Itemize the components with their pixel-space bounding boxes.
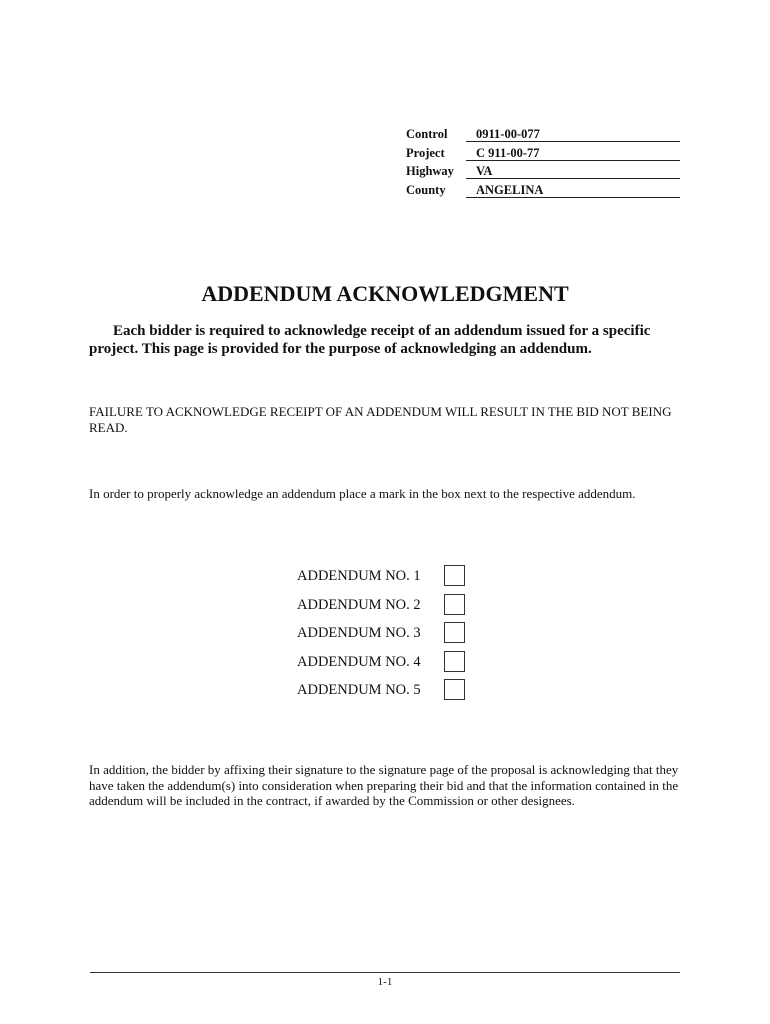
addendum-checkbox-3[interactable] bbox=[444, 622, 465, 643]
addendum-label-3: ADDENDUM NO. 3 bbox=[297, 625, 421, 642]
control-row bbox=[406, 124, 680, 143]
addendum-checkbox-2[interactable] bbox=[444, 594, 465, 615]
control-field[interactable] bbox=[466, 124, 680, 142]
addendum-checkbox-5[interactable] bbox=[444, 679, 465, 700]
control-label: Control bbox=[406, 127, 448, 141]
addendum-checkbox-1[interactable] bbox=[444, 565, 465, 586]
county-label: County bbox=[406, 182, 446, 197]
addendum-label-4: ADDENDUM NO. 4 bbox=[297, 653, 421, 670]
addendum-label-2: ADDENDUM NO. 2 bbox=[297, 596, 421, 613]
county-row bbox=[406, 180, 680, 199]
project-value: C 911-00-77 bbox=[476, 145, 540, 160]
highway-row bbox=[406, 161, 680, 180]
page-number: 1-1 bbox=[377, 976, 393, 988]
addendum-row-2 bbox=[296, 593, 476, 622]
addendum-list bbox=[296, 564, 476, 707]
addendum-checkbox-4[interactable] bbox=[444, 651, 465, 672]
addendum-row-5 bbox=[296, 678, 476, 707]
page-title: ADDENDUM ACKNOWLEDGMENT bbox=[201, 281, 569, 306]
project-info-block bbox=[406, 124, 680, 198]
highway-label: Highway bbox=[406, 164, 454, 178]
highway-field[interactable] bbox=[466, 161, 680, 179]
failure-notice: FAILURE TO ACKNOWLEDGE RECEIPT OF AN ADDENDUM WILL RESULT IN THE BID NOT BEING READ. bbox=[89, 404, 672, 435]
addendum-row-1 bbox=[296, 564, 476, 593]
highway-value: VA bbox=[476, 164, 493, 178]
addendum-row-3 bbox=[296, 621, 476, 650]
project-field[interactable] bbox=[466, 143, 680, 161]
county-value: ANGELINA bbox=[476, 182, 544, 197]
addendum-label-5: ADDENDUM NO. 5 bbox=[297, 682, 421, 699]
county-field[interactable] bbox=[466, 180, 680, 198]
closing-paragraph: In addition, the bidder by affixing their signature to the signature page of the proposal is acknowledging that they have taken the addendum(s) into consideration when preparing their bid and that the information contained in the addendum will be included in the contract, if awarded by the Commission or other designees. bbox=[89, 762, 679, 808]
project-label: Project bbox=[406, 145, 445, 160]
footer-divider bbox=[90, 972, 680, 973]
addendum-label-1: ADDENDUM NO. 1 bbox=[297, 568, 421, 584]
addendum-row-4 bbox=[296, 650, 476, 679]
control-value: 0911-00-077 bbox=[476, 127, 540, 141]
instruction-paragraph: In order to properly acknowledge an addendum place a mark in the box next to the respective addendum. bbox=[89, 486, 636, 501]
project-row bbox=[406, 143, 680, 162]
intro-paragraph: Each bidder is required to acknowledge receipt of an addendum issued for a specific project. This page is provided for the purpose of acknowledging an addendum. bbox=[89, 323, 651, 357]
